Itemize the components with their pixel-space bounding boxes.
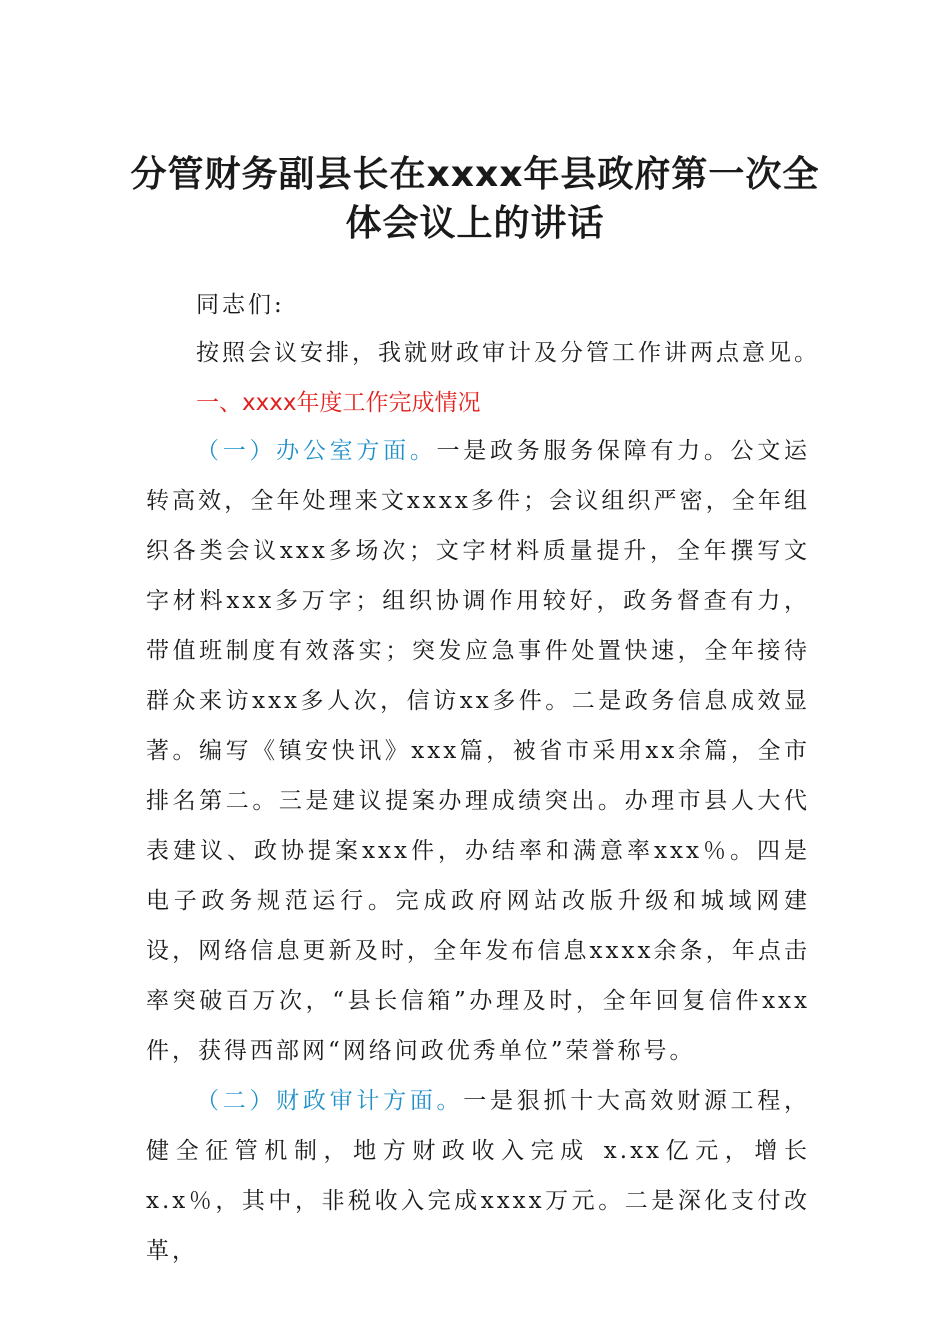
- section-1-heading: 一、xxxx年度工作完成情况: [196, 390, 481, 416]
- section-1-2-heading: （二）财政审计方面。: [196, 1088, 464, 1114]
- section-1-1-paragraph: [146, 426, 810, 1076]
- section-1-1-heading: （一）办公室方面。: [196, 438, 437, 464]
- section-1-2-text: 一是狠抓十大高效财源工程，健全征管机制，地方财政收入完成 x.xx亿元，增长x.x％，其中，非税收入完成xxxx万元。二是深化支付改革，: [146, 1088, 811, 1264]
- document-title-line-2: 体会议上的讲话: [345, 203, 605, 244]
- section-1-1-text: 一是政务服务保障有力。公文运转高效，全年处理来文xxxx多件；会议组织严密，全年组织各类会议xxx多场次；文字材料质量提升，全年撰写文字材料xxx多万字；组织协调作用较好，政务督查有力，带值班制度有效落实；突发应急事件处置快速，全年接待群众来访xxx多人次，信访xx多件。二是政务信息成效显著。编写《镇安快讯》xxx篇，被省市采用xx余篇，全市排名第二。三是建议提案办理成绩突出。办理市县人大代表建议、政协提案xxx件，办结率和满意率xxx％。四是电子政务规范运行。完成政府网站改版升级和城域网建设，网络信息更新及时，全年发布信息xxxx余条，年点击率突破百万次，“县长信箱”办理及时，全年回复信件xxx件，获得西部网“网络问政优秀单位”荣誉称号。: [146, 438, 811, 1064]
- section-1-2-paragraph: [146, 1076, 810, 1276]
- document-title-line-1: 分管财务副县长在xxxx年县政府第一次全: [130, 154, 820, 195]
- greeting: 同志们:: [196, 292, 285, 318]
- intro-paragraph: 按照会议安排，我就财政审计及分管工作讲两点意见。: [196, 340, 820, 366]
